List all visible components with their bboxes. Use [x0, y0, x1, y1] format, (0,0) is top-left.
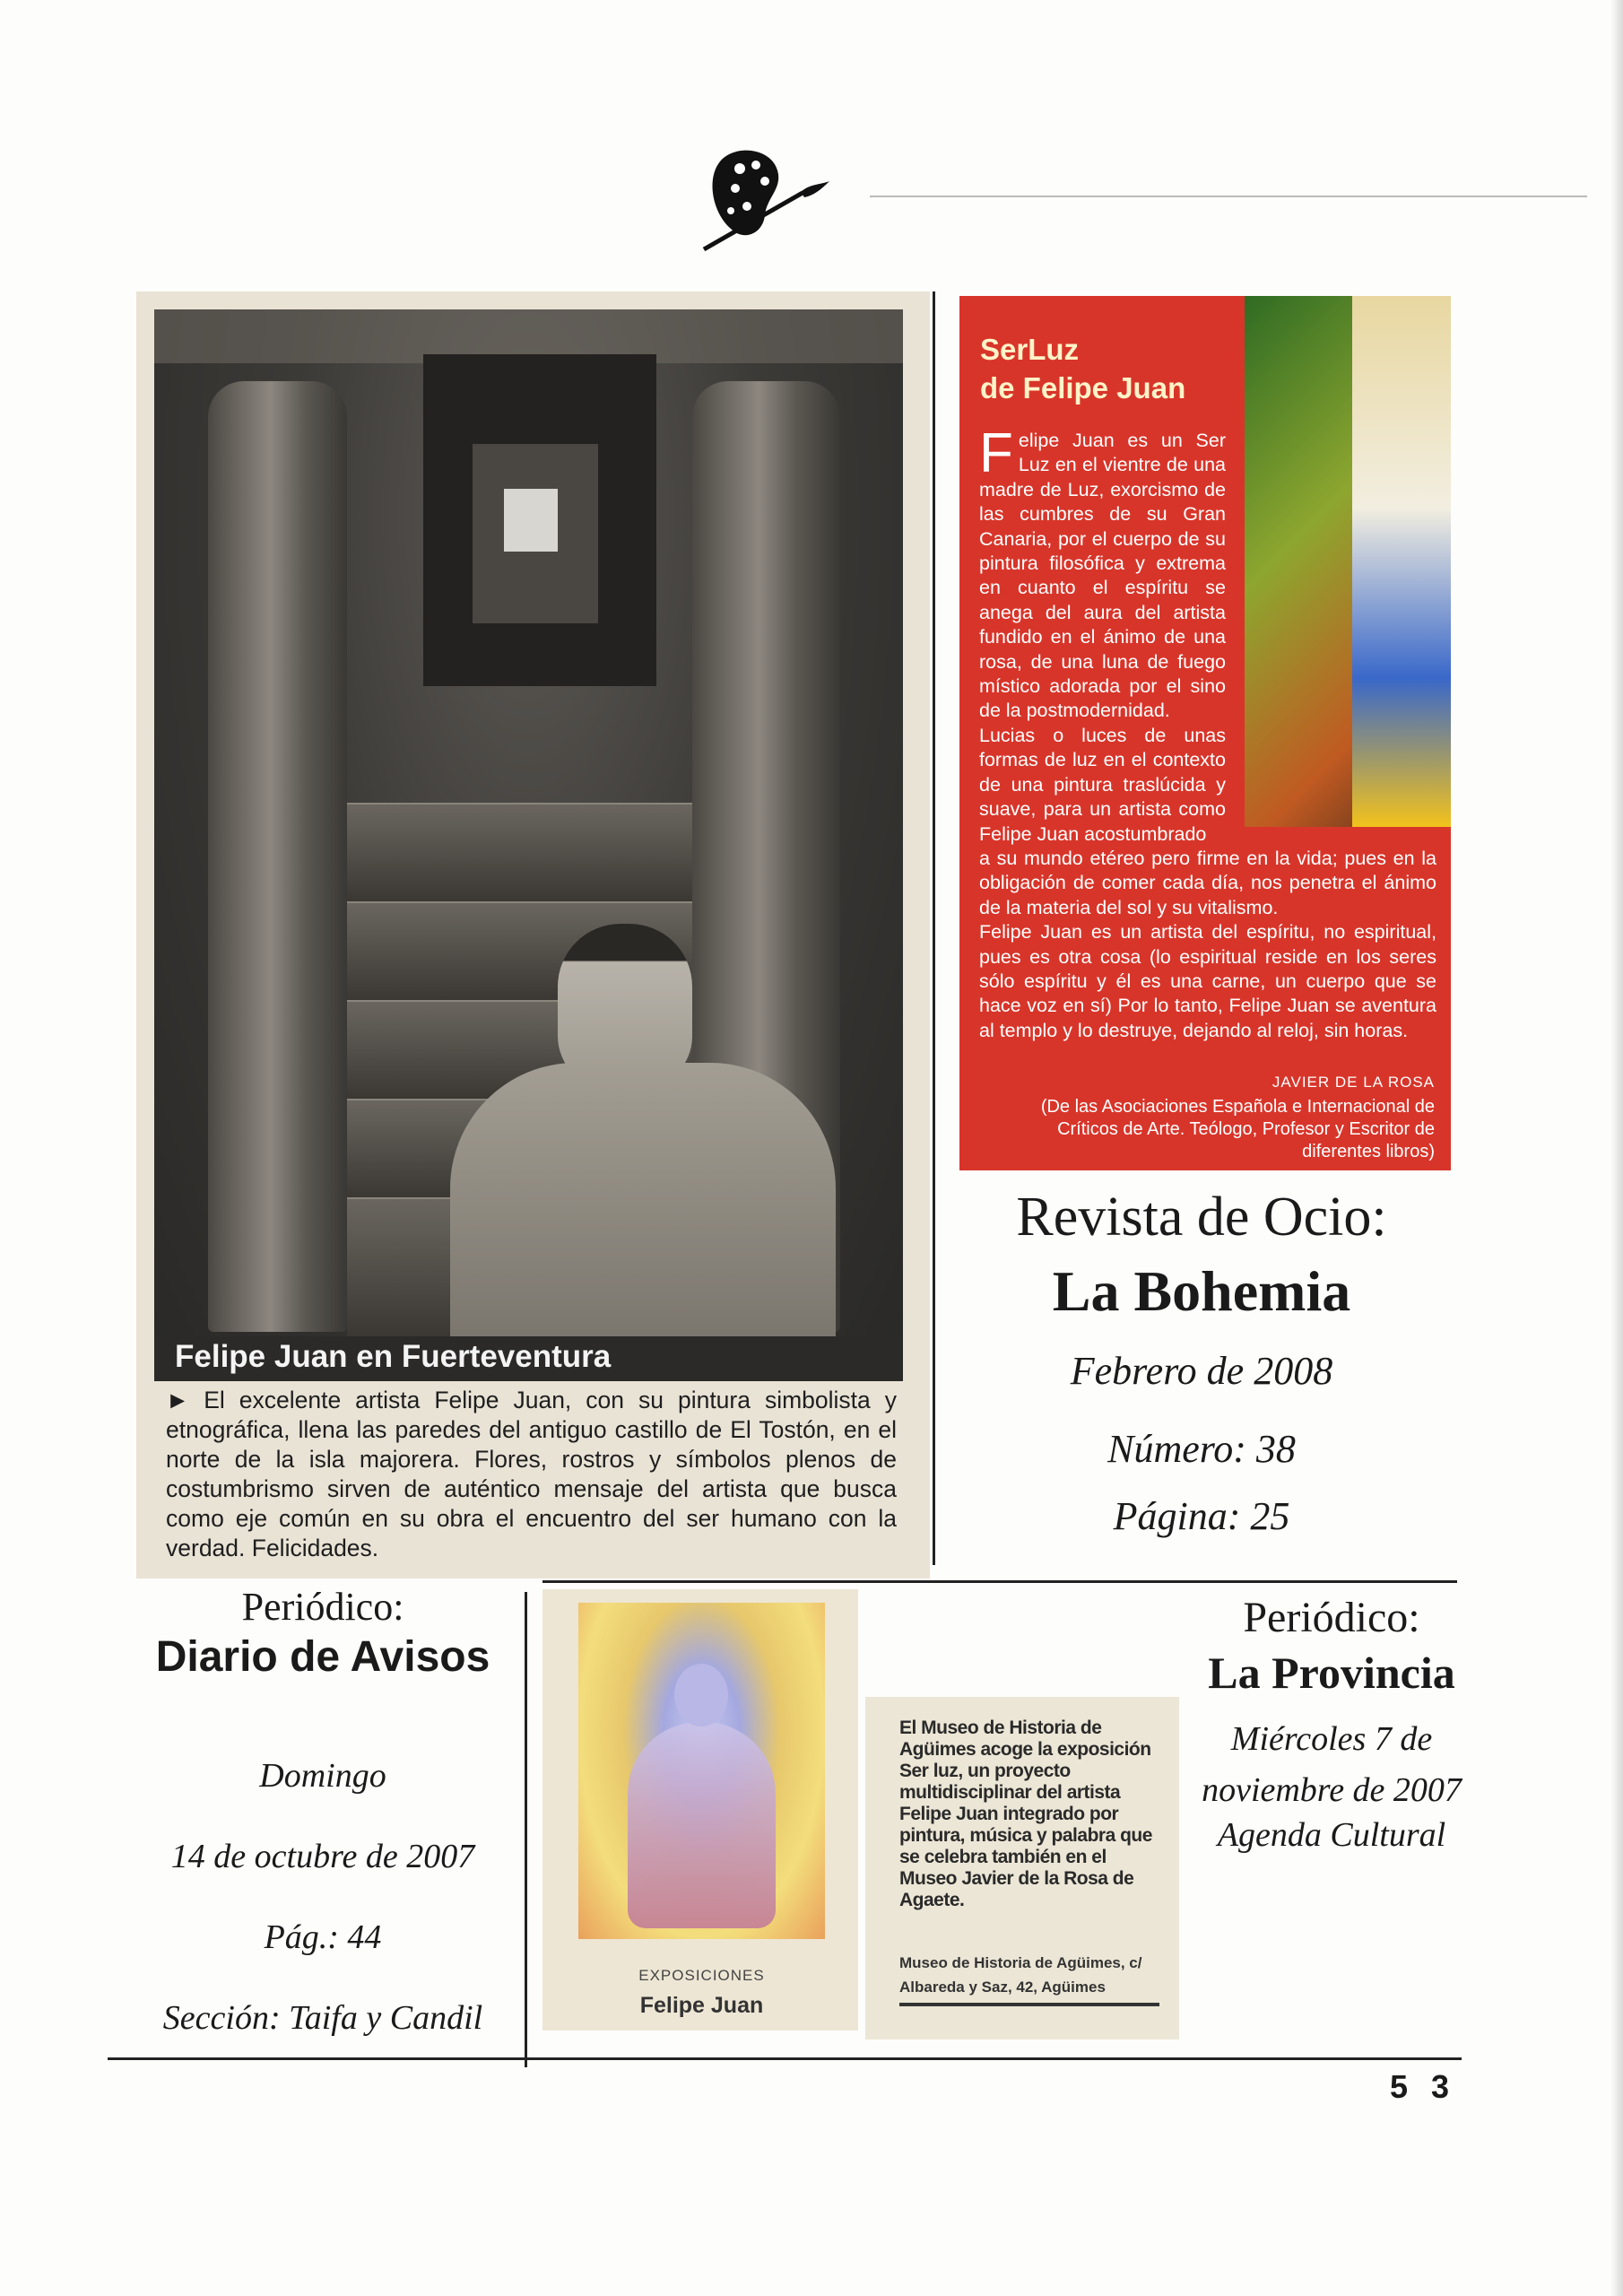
- palette-brush-icon: [695, 144, 838, 256]
- provincia-section: Agenda Cultural: [1217, 1816, 1446, 1854]
- column-divider: [933, 291, 935, 1565]
- magazine-page: Página: 25: [1113, 1494, 1290, 1538]
- magazine-number: Número: 38: [1107, 1427, 1296, 1471]
- column-divider-bottom: [525, 1592, 527, 2067]
- diario-name: Diario de Avisos: [155, 1633, 490, 1681]
- section-rule: [542, 1580, 1457, 1583]
- clipping-rule: [899, 2003, 1159, 2006]
- painting-figure-body: [628, 1722, 776, 1928]
- red-article-body: [979, 422, 1436, 1043]
- red-article-title: [980, 330, 1240, 407]
- page-number: 5 3: [1390, 2068, 1457, 2105]
- title-line-2: de Felipe Juan: [980, 371, 1186, 404]
- diario-day: Domingo: [259, 1757, 386, 1795]
- paragraph-3: Felipe Juan es un artista del espíritu, no espiritual, pues es otra cosa (lo espiritual reside en los seres sólo espíritu y él es una carne, un cuerpo que se hace voz en sí) Por lo tanto, Felipe Juan se aventura al templo y lo destruye, dejando al reloj, sin horas.: [979, 921, 1436, 1041]
- article-author: JAVIER DE LA ROSA: [1271, 1074, 1435, 1091]
- person-body: [450, 1063, 836, 1336]
- paragraph-2-wide: a su mundo etéreo pero firme en la vida; pues en la obligación de comer cada día, nos penetra el ánimo de la materia del sol y su vitalismo.: [979, 847, 1436, 918]
- paragraph-2-narrow: Lucias o luces de unas formas de luz en el contexto de una pintura traslúcida y suave, para un artista como Felipe Juan acostumbrado: [979, 724, 1226, 845]
- title-line-1: SerLuz: [980, 333, 1080, 366]
- diario-date: 14 de octubre de 2007: [170, 1838, 475, 1875]
- magazine-label: Revista de Ocio:: [1016, 1187, 1387, 1248]
- bottom-rule: [108, 2057, 1462, 2060]
- diario-section: Sección: Taifa y Candil: [162, 1999, 483, 2037]
- paragraph-1: [979, 422, 1226, 724]
- magazine-date: Febrero de 2008: [1070, 1349, 1333, 1393]
- provincia-date-line-1: Miércoles 7 de: [1230, 1720, 1433, 1758]
- provincia-name: La Provincia: [1208, 1648, 1455, 1698]
- page-edge-shadow: [1610, 0, 1623, 2296]
- museo-clipping-text: El Museo de Historia de Agüimes acoge la exposición Ser luz, un proyecto multidisciplinar del artista Felipe Juan integrado por pintura, música y palabra que se celebra también en el Museo Javier de la Rosa de Agaete.: [899, 1718, 1152, 1910]
- magazine-name: La Bohemia: [1052, 1259, 1351, 1323]
- museo-address: Museo de Historia de Agüimes, c/ Albareda y Saz, 42, Agüimes: [899, 1954, 1142, 1996]
- photo-clipping-text: ► El excelente artista Felipe Juan, con su pintura simbolista y etnográfica, llena las paredes del antiguo castillo de El Tostón, en el norte de la isla majorera. Flores, rostros y símbolos plenos de costumbrismo sirven de auténtico mensaje del artista que busca como eje común en su obra el encuentro del ser humano con la verdad. Felicidades.: [166, 1387, 897, 1561]
- provincia-date-line-2: noviembre de 2007: [1202, 1771, 1462, 1809]
- top-rule: [870, 196, 1587, 197]
- painting-figure-head: [674, 1664, 728, 1726]
- author-affiliation: (De las Asociaciones Española e Internacional de Críticos de Arte. Teólogo, Profesor y Escritor de diferentes libros): [1040, 1097, 1435, 1161]
- exposicion-artist: Felipe Juan: [639, 1993, 764, 2018]
- dropcap: F: [979, 422, 1013, 484]
- diario-label: Periódico:: [241, 1585, 404, 1629]
- castle-photo: [154, 309, 903, 1336]
- exposicion-label: EXPOSICIONES: [638, 1967, 765, 1984]
- photo-caption: Felipe Juan en Fuerteventura: [175, 1339, 612, 1374]
- provincia-label: Periódico:: [1243, 1594, 1420, 1641]
- diario-page: Pág.: 44: [264, 1918, 382, 1956]
- paragraph-1-text: elipe Juan es un Ser Luz en el vientre de una madre de Luz, exorcismo de las cumbres de su Gran Canaria, por el cuerpo de su pintura filosófica y extrema en cuanto el espíritu se anega del aura del artista fundido en el ánimo de una rosa, de una luna de fuego místico adorada por el sino de la postmodernidad.: [979, 430, 1226, 722]
